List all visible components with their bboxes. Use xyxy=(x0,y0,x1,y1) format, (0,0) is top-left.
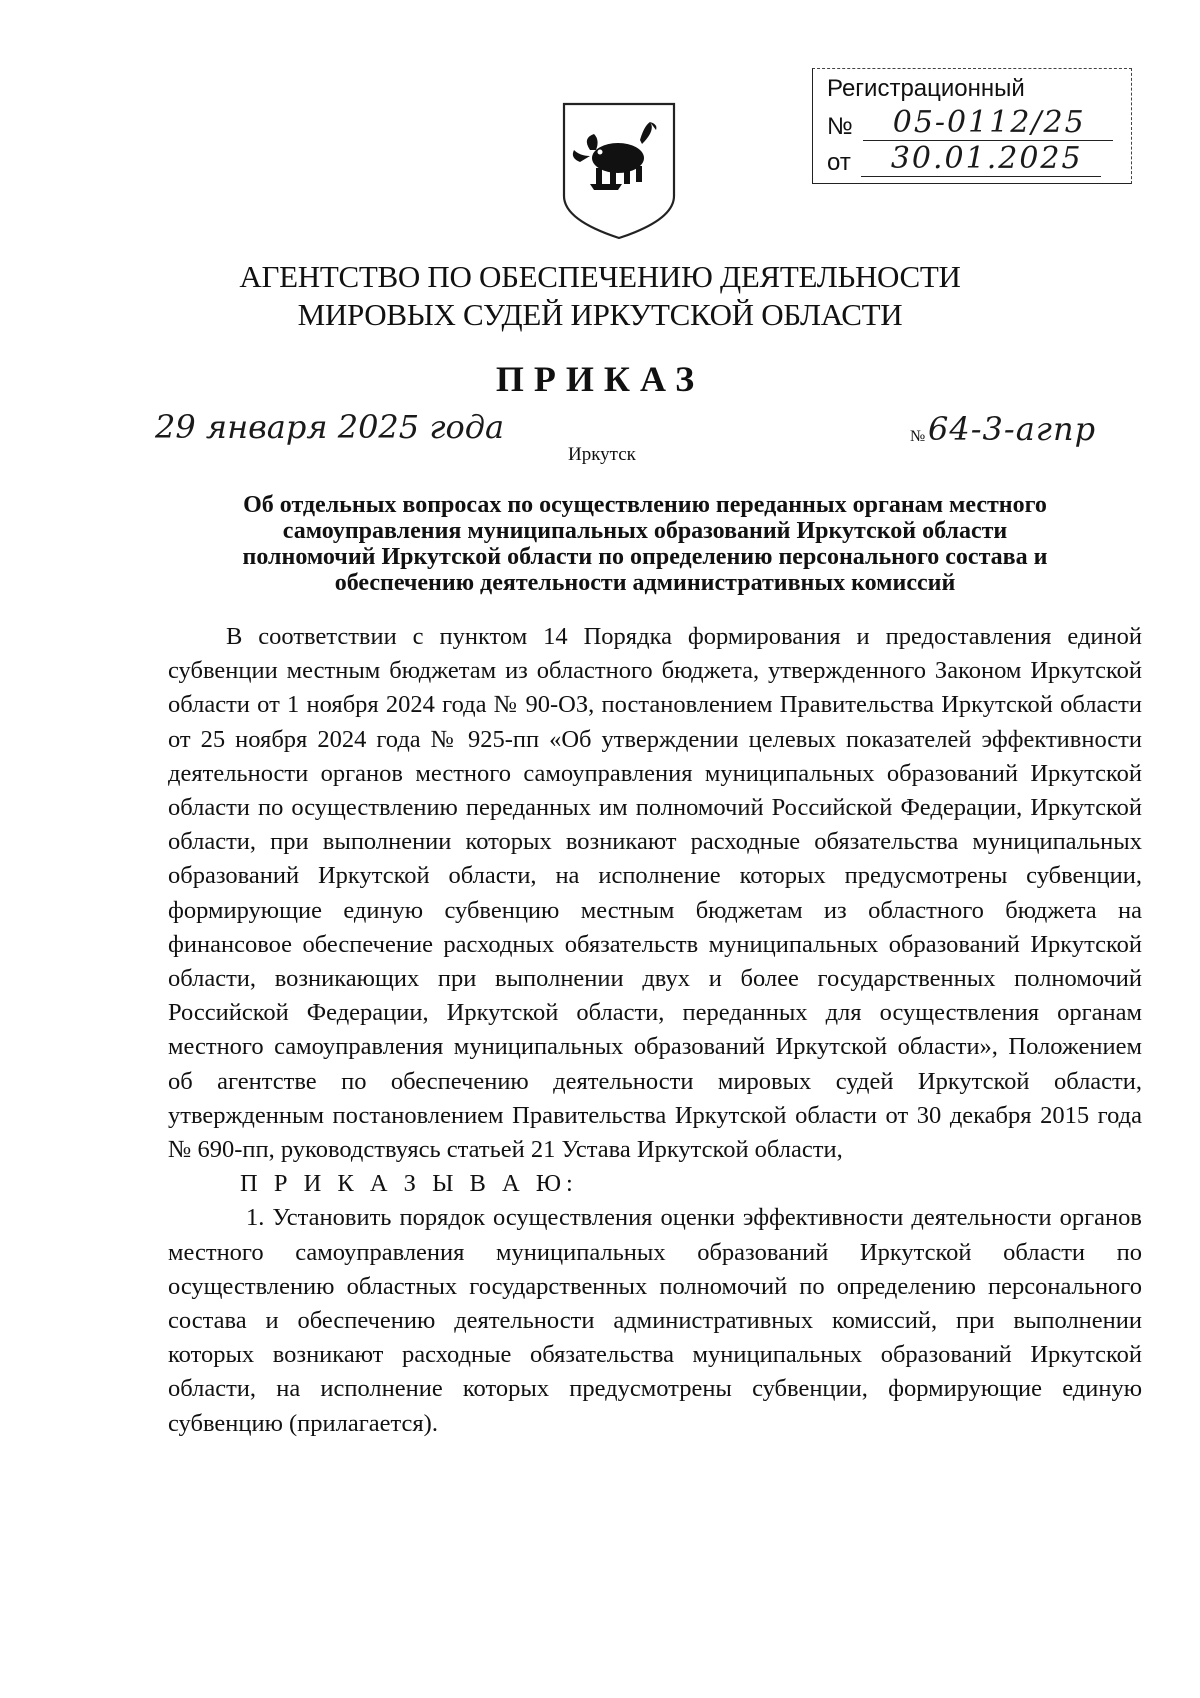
order-subject xyxy=(160,492,1130,596)
stamp-number-row xyxy=(827,105,1113,141)
stamp-date-row xyxy=(827,141,1101,177)
stamp-date-line xyxy=(861,141,1101,177)
order-verb: П Р И К А З Ы В А Ю: xyxy=(240,1170,578,1198)
agency-line-1: АГЕНТСТВО ПО ОБЕСПЕЧЕНИЮ ДЕЯТЕЛЬНОСТИ xyxy=(239,259,961,294)
coat-of-arms-emblem xyxy=(560,100,678,242)
number-sign: № xyxy=(910,428,926,445)
document-type-title: ПРИКАЗ xyxy=(495,359,705,399)
stamp-date-label: от xyxy=(827,149,851,176)
order-body xyxy=(168,620,1142,1441)
handwritten-order-number: 64-3-агпр xyxy=(928,410,1097,448)
stamp-number-label: № xyxy=(827,113,853,140)
subject-line-1: Об отдельных вопросах по осуществлению переданных органам местного xyxy=(243,492,1047,518)
preamble-paragraph: В соответствии с пунктом 14 Порядка формирования и предоставления единой субвенции местным бюджетам из областного бюджета, утвержденного Законом Иркутской области от 1 ноября 2024 года № 90-ОЗ, постановлением Правительства Иркутской области от 25 ноября 2024 года № 925-пп «Об утверждении целевых показателей эффективности деятельности органов местного самоуправления муниципальных образований Иркутской области по осуществлению переданных им полномочий Российской Федерации, Иркутской области, при выполнении которых возникают расходные обязательства муниципальных образований Иркутской области, на исполнение которых предусмотрены субвенции, формирующие единую субвенцию местным бюджетам из областного бюджета на финансовое обеспечение расходных обязательств муниципальных образований Иркутской области, возникающих при выполнении двух и более государственных полномочий Российской Федерации, Иркутской области, переданных для осуществления органам местного самоуправления муниципальных образований Иркутской области», Положением об агентстве по обеспечению деятельности мировых судей Иркутской области, утвержденным постановлением Правительства Иркутской области от 30 декабря 2015 года № 690-пп, руководствуясь статьей 21 Устава Иркутской области, xyxy=(168,623,1142,1164)
stamp-date-value: 30.01.2025 xyxy=(890,141,1083,176)
stamp-number-line xyxy=(863,105,1113,141)
stamp-number-value: 05-0112/25 xyxy=(892,105,1086,140)
stamp-title: Регистрационный xyxy=(827,75,1025,102)
subject-line-3: полномочий Иркутской области по определению персонального состава и xyxy=(242,544,1048,570)
agency-name xyxy=(0,258,1200,334)
subject-line-4: обеспечению деятельности административных комиссий xyxy=(334,570,956,596)
handwritten-date: 29 января 2025 года xyxy=(155,408,505,446)
registration-stamp xyxy=(812,68,1132,184)
agency-line-2: МИРОВЫХ СУДЕЙ ИРКУТСКОЙ ОБЛАСТИ xyxy=(297,297,903,332)
city-name: Иркутск xyxy=(568,444,636,465)
order-item-1: 1. Установить порядок осуществления оценки эффективности деятельности органов местного самоуправления муниципальных образований Иркутской области по осуществлению областных государственных полномочий по определению персонального состава и обеспечению деятельности административных комиссий, при выполнении которых возникают расходные обязательства муниципальных образований Иркутской области, на исполнение которых предусмотрены субвенции, формирующие единую субвенцию (прилагается). xyxy=(168,1204,1142,1437)
subject-line-2: самоуправления муниципальных образований Иркутской области xyxy=(282,518,1008,544)
